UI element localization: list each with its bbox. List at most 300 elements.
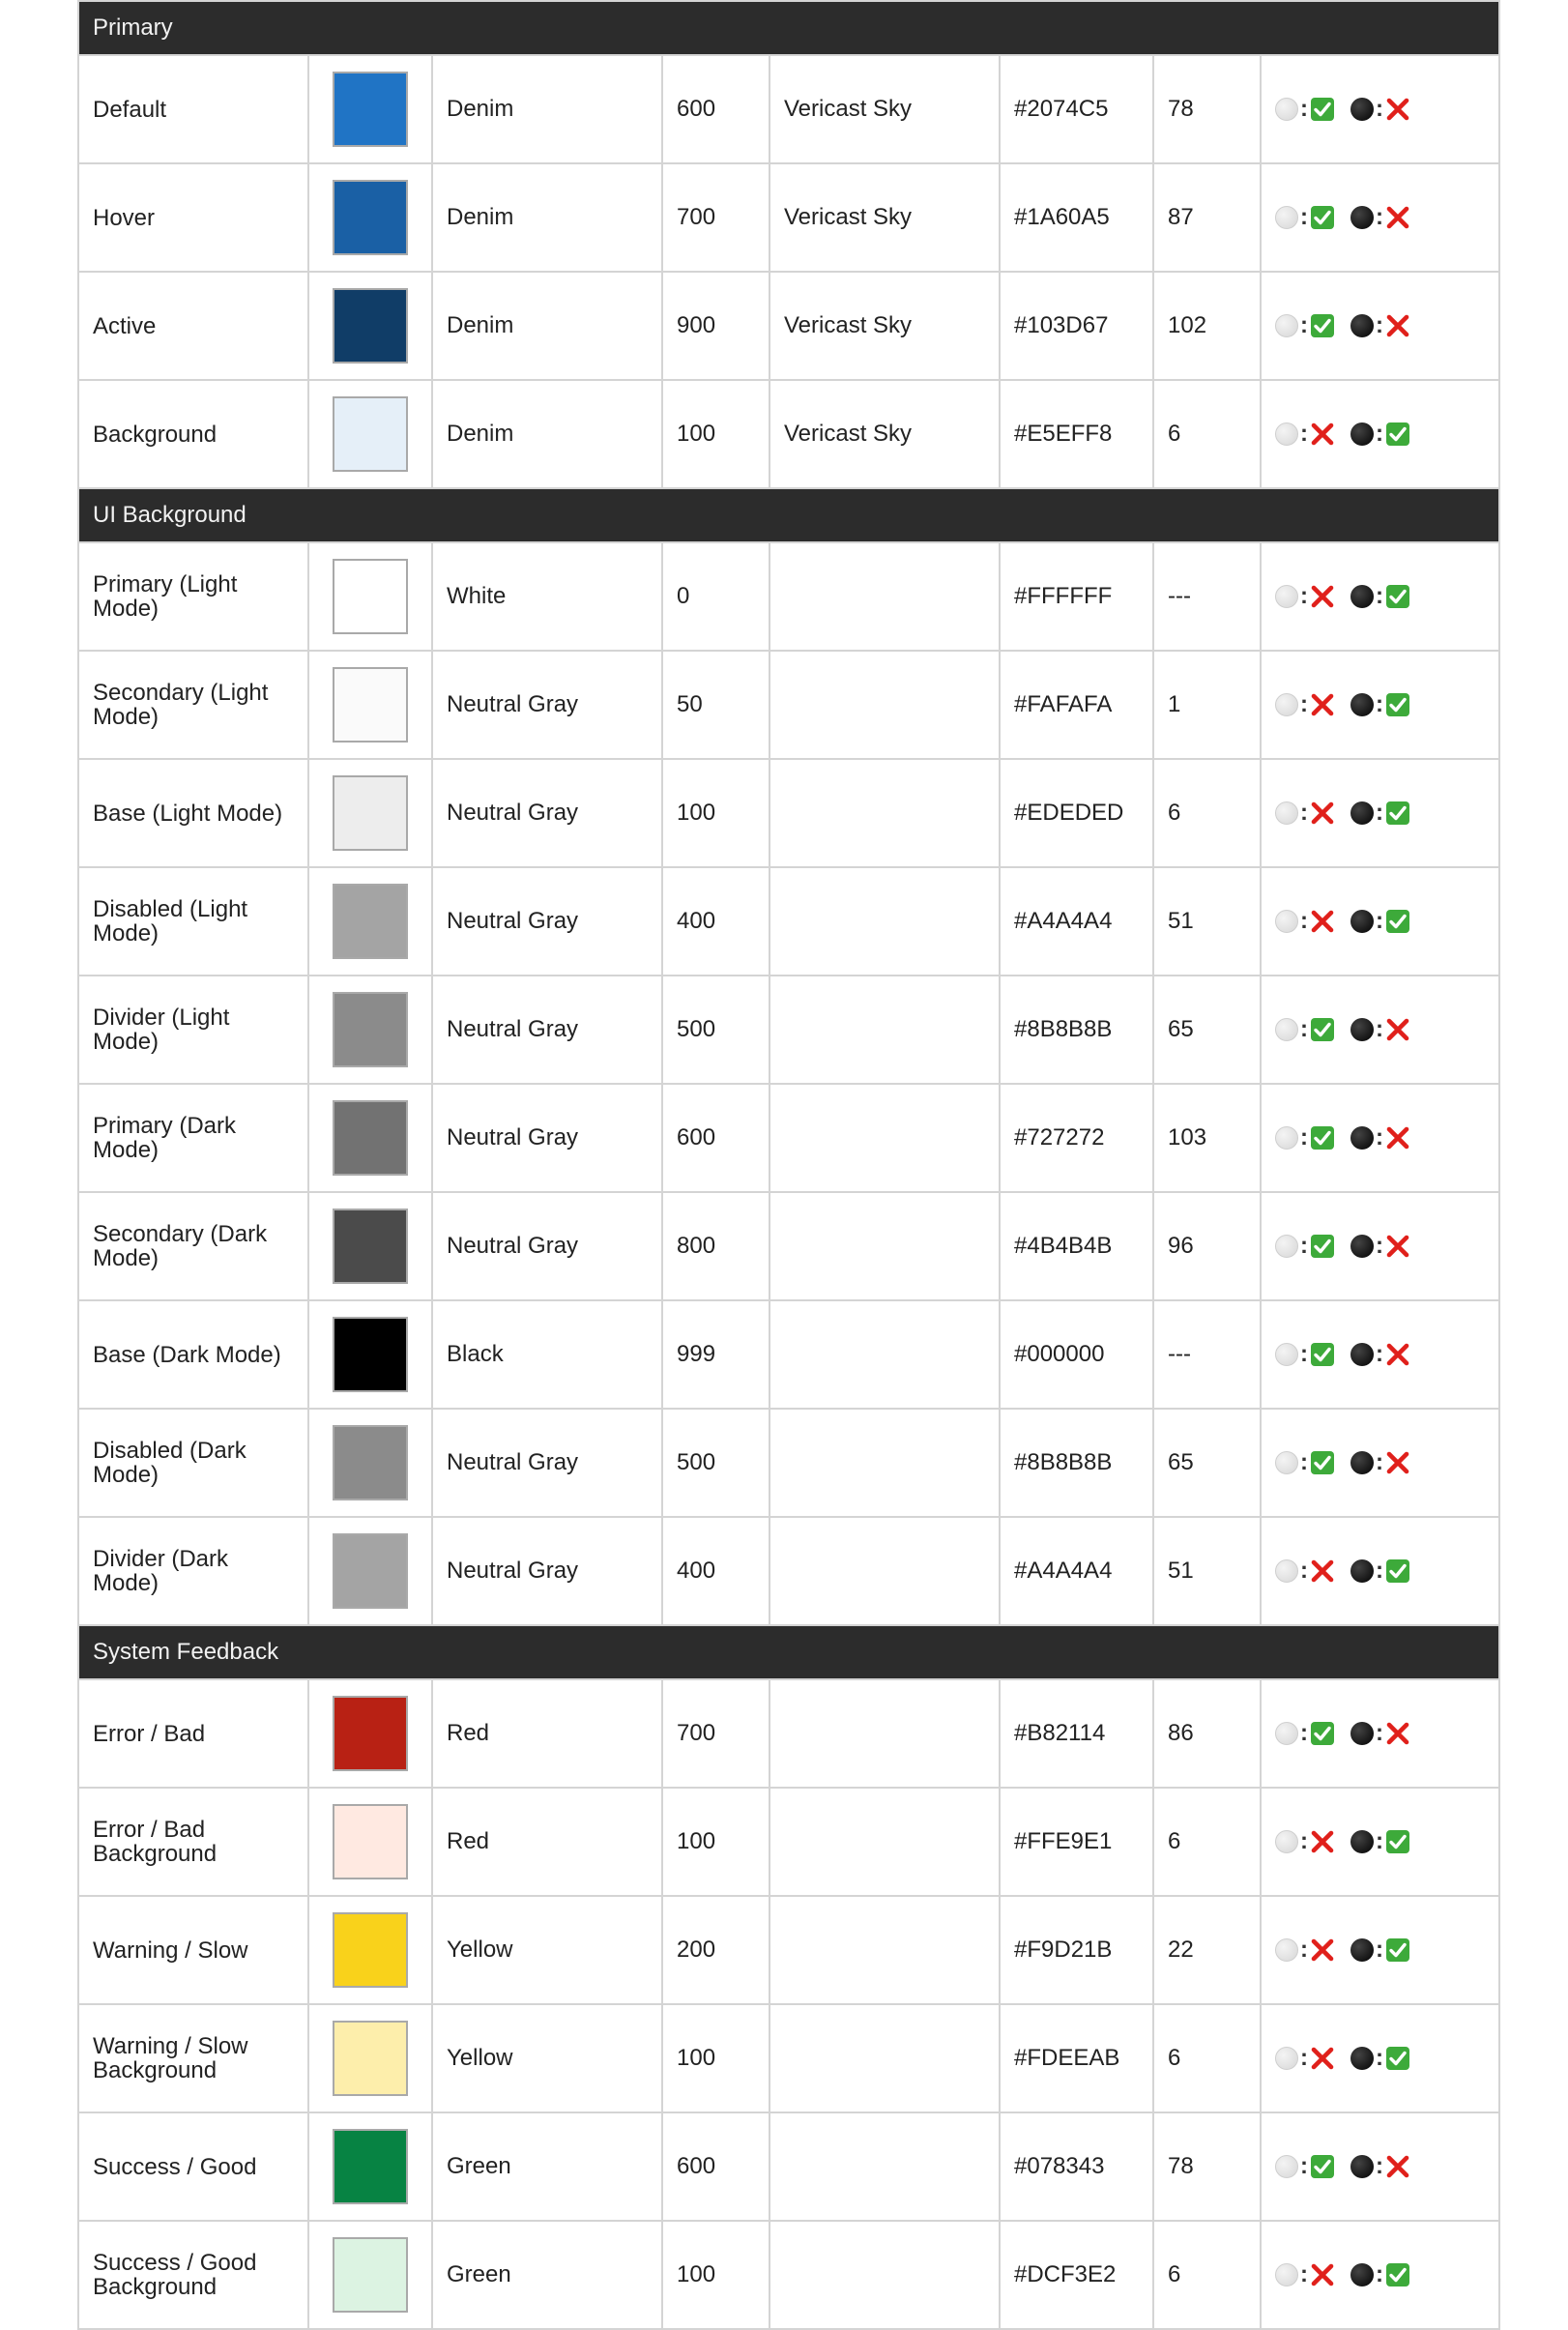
dark-background-circle-icon (1350, 2155, 1374, 2178)
dark-background-circle-icon (1350, 98, 1374, 121)
dark-background-circle-icon (1350, 1126, 1374, 1150)
color-swatch (333, 180, 408, 255)
contrast-check (1261, 1192, 1499, 1300)
color-row (78, 2004, 1499, 2112)
color-row (78, 272, 1499, 380)
usage-label: Success / Good (78, 2112, 308, 2221)
hex-value: #DCF3E2 (1000, 2221, 1153, 2329)
color-family: Black (432, 1300, 662, 1409)
brand-name: Vericast Sky (769, 272, 1000, 380)
colon-separator: : (1376, 2261, 1383, 2288)
contrast-value: 96 (1153, 1192, 1261, 1300)
color-family: Neutral Gray (432, 1409, 662, 1517)
red-x-icon (1385, 2154, 1410, 2179)
light-background-circle-icon (1275, 1559, 1298, 1583)
hex-value: #A4A4A4 (1000, 867, 1153, 976)
light-background-circle-icon (1275, 1722, 1298, 1745)
shade-value: 600 (662, 55, 769, 163)
swatch-cell (308, 2112, 432, 2221)
light-background-circle-icon (1275, 585, 1298, 608)
colon-separator: : (1300, 96, 1308, 123)
contrast-check (1261, 55, 1499, 163)
red-x-icon (1310, 1558, 1335, 1584)
hex-value: #FAFAFA (1000, 651, 1153, 759)
color-row (78, 867, 1499, 976)
color-swatch (333, 1100, 408, 1176)
contrast-value: 6 (1153, 2004, 1261, 2112)
swatch-cell (308, 1409, 432, 1517)
color-row (78, 55, 1499, 163)
colon-separator: : (1300, 1937, 1308, 1964)
contrast-check (1261, 272, 1499, 380)
light-background-circle-icon (1275, 1126, 1298, 1150)
dark-background-circle-icon (1350, 1938, 1374, 1962)
red-x-icon (1310, 1829, 1335, 1854)
light-background-circle-icon (1275, 1018, 1298, 1041)
swatch-cell (308, 651, 432, 759)
contrast-value: 1 (1153, 651, 1261, 759)
green-check-box-icon (1310, 1234, 1335, 1259)
green-check-box-icon (1310, 205, 1335, 230)
light-background-circle-icon (1275, 1451, 1298, 1474)
brand-name (769, 1084, 1000, 1192)
shade-value: 500 (662, 1409, 769, 1517)
contrast-value: --- (1153, 1300, 1261, 1409)
color-family: Neutral Gray (432, 867, 662, 976)
color-swatch (333, 1209, 408, 1284)
section-header-row (78, 1625, 1499, 1679)
brand-name (769, 2004, 1000, 2112)
light-background-circle-icon (1275, 1235, 1298, 1258)
color-swatch (333, 1425, 408, 1500)
color-row (78, 651, 1499, 759)
hex-value: #8B8B8B (1000, 1409, 1153, 1517)
color-family: Yellow (432, 2004, 662, 2112)
colon-separator: : (1376, 2153, 1383, 2180)
contrast-value: --- (1153, 542, 1261, 651)
brand-name (769, 976, 1000, 1084)
green-check-box-icon (1310, 1017, 1335, 1042)
shade-value: 100 (662, 1788, 769, 1896)
dark-background-circle-icon (1350, 1343, 1374, 1366)
light-background-circle-icon (1275, 910, 1298, 933)
color-family: Denim (432, 163, 662, 272)
color-row (78, 1409, 1499, 1517)
dark-background-circle-icon (1350, 585, 1374, 608)
contrast-check (1261, 542, 1499, 651)
hex-value: #FDEEAB (1000, 2004, 1153, 2112)
contrast-value: 65 (1153, 1409, 1261, 1517)
color-row (78, 1896, 1499, 2004)
brand-name: Vericast Sky (769, 380, 1000, 488)
usage-label: Secondary (Light Mode) (78, 651, 308, 759)
green-check-box-icon (1310, 1342, 1335, 1367)
red-x-icon (1385, 1125, 1410, 1150)
color-row (78, 976, 1499, 1084)
red-x-icon (1385, 1234, 1410, 1259)
usage-label: Default (78, 55, 308, 163)
light-background-circle-icon (1275, 1830, 1298, 1853)
swatch-cell (308, 1788, 432, 1896)
swatch-cell (308, 759, 432, 867)
contrast-check (1261, 1084, 1499, 1192)
color-swatch (333, 1804, 408, 1879)
dark-background-circle-icon (1350, 2263, 1374, 2286)
swatch-cell (308, 542, 432, 651)
color-row (78, 1788, 1499, 1896)
color-row (78, 759, 1499, 867)
usage-label: Active (78, 272, 308, 380)
colon-separator: : (1300, 1016, 1308, 1043)
dark-background-circle-icon (1350, 1830, 1374, 1853)
swatch-cell (308, 380, 432, 488)
red-x-icon (1385, 1721, 1410, 1746)
light-background-circle-icon (1275, 422, 1298, 446)
shade-value: 600 (662, 1084, 769, 1192)
colon-separator: : (1300, 800, 1308, 827)
brand-name (769, 759, 1000, 867)
red-x-icon (1310, 2262, 1335, 2287)
colon-separator: : (1300, 583, 1308, 610)
dark-background-circle-icon (1350, 2047, 1374, 2070)
colon-separator: : (1376, 691, 1383, 718)
color-swatch (333, 992, 408, 1067)
color-swatch (333, 2129, 408, 2204)
color-row (78, 2221, 1499, 2329)
brand-name (769, 1192, 1000, 1300)
contrast-check (1261, 163, 1499, 272)
green-check-box-icon (1385, 692, 1410, 717)
colon-separator: : (1376, 96, 1383, 123)
hex-value: #B82114 (1000, 1679, 1153, 1788)
color-family: Denim (432, 55, 662, 163)
green-check-box-icon (1385, 801, 1410, 826)
color-family: Denim (432, 272, 662, 380)
green-check-box-icon (1385, 2262, 1410, 2287)
shade-value: 400 (662, 867, 769, 976)
red-x-icon (1310, 422, 1335, 447)
color-family: White (432, 542, 662, 651)
color-row (78, 1517, 1499, 1625)
red-x-icon (1310, 2046, 1335, 2071)
brand-name (769, 1409, 1000, 1517)
color-swatch (333, 288, 408, 364)
contrast-value: 103 (1153, 1084, 1261, 1192)
usage-label: Warning / Slow Background (78, 2004, 308, 2112)
colon-separator: : (1376, 1016, 1383, 1043)
section-header-row (78, 1, 1499, 55)
green-check-box-icon (1310, 2154, 1335, 2179)
contrast-value: 86 (1153, 1679, 1261, 1788)
color-swatch (333, 72, 408, 147)
color-palette-table (77, 0, 1500, 2330)
color-swatch (333, 1317, 408, 1392)
dark-background-circle-icon (1350, 1559, 1374, 1583)
shade-value: 100 (662, 2004, 769, 2112)
colon-separator: : (1300, 204, 1308, 231)
section-title: System Feedback (78, 1625, 1499, 1679)
colon-separator: : (1300, 2153, 1308, 2180)
shade-value: 200 (662, 1896, 769, 2004)
hex-value: #E5EFF8 (1000, 380, 1153, 488)
contrast-check (1261, 1896, 1499, 2004)
color-row (78, 380, 1499, 488)
dark-background-circle-icon (1350, 314, 1374, 337)
colon-separator: : (1376, 204, 1383, 231)
dark-background-circle-icon (1350, 1018, 1374, 1041)
red-x-icon (1385, 205, 1410, 230)
usage-label: Base (Dark Mode) (78, 1300, 308, 1409)
colon-separator: : (1376, 312, 1383, 339)
red-x-icon (1385, 1017, 1410, 1042)
colon-separator: : (1376, 1937, 1383, 1964)
brand-name (769, 1300, 1000, 1409)
usage-label: Primary (Dark Mode) (78, 1084, 308, 1192)
contrast-check (1261, 1788, 1499, 1896)
dark-background-circle-icon (1350, 801, 1374, 825)
red-x-icon (1310, 584, 1335, 609)
hex-value: #FFFFFF (1000, 542, 1153, 651)
red-x-icon (1310, 692, 1335, 717)
hex-value: #EDEDED (1000, 759, 1153, 867)
color-row (78, 1300, 1499, 1409)
color-family: Green (432, 2221, 662, 2329)
colon-separator: : (1300, 1124, 1308, 1151)
color-swatch (333, 1696, 408, 1771)
light-background-circle-icon (1275, 693, 1298, 716)
hex-value: #000000 (1000, 1300, 1153, 1409)
green-check-box-icon (1310, 97, 1335, 122)
colon-separator: : (1376, 583, 1383, 610)
usage-label: Disabled (Light Mode) (78, 867, 308, 976)
section-title: UI Background (78, 488, 1499, 542)
contrast-value: 78 (1153, 2112, 1261, 2221)
contrast-check (1261, 1300, 1499, 1409)
shade-value: 600 (662, 2112, 769, 2221)
colon-separator: : (1376, 1341, 1383, 1368)
light-background-circle-icon (1275, 2263, 1298, 2286)
swatch-cell (308, 2221, 432, 2329)
hex-value: #8B8B8B (1000, 976, 1153, 1084)
swatch-cell (308, 163, 432, 272)
swatch-cell (308, 1300, 432, 1409)
brand-name: Vericast Sky (769, 163, 1000, 272)
color-row (78, 2112, 1499, 2221)
red-x-icon (1385, 97, 1410, 122)
section-header-row (78, 488, 1499, 542)
green-check-box-icon (1385, 1829, 1410, 1854)
contrast-value: 102 (1153, 272, 1261, 380)
colon-separator: : (1300, 312, 1308, 339)
brand-name (769, 542, 1000, 651)
usage-label: Hover (78, 163, 308, 272)
green-check-box-icon (1385, 422, 1410, 447)
colon-separator: : (1376, 2045, 1383, 2072)
contrast-check (1261, 976, 1499, 1084)
swatch-cell (308, 867, 432, 976)
usage-label: Base (Light Mode) (78, 759, 308, 867)
red-x-icon (1385, 1342, 1410, 1367)
green-check-box-icon (1385, 1558, 1410, 1584)
contrast-value: 6 (1153, 2221, 1261, 2329)
swatch-cell (308, 2004, 432, 2112)
color-family: Red (432, 1788, 662, 1896)
hex-value: #1A60A5 (1000, 163, 1153, 272)
shade-value: 800 (662, 1192, 769, 1300)
color-swatch (333, 1912, 408, 1988)
contrast-value: 87 (1153, 163, 1261, 272)
shade-value: 999 (662, 1300, 769, 1409)
colon-separator: : (1300, 2045, 1308, 2072)
color-family: Green (432, 2112, 662, 2221)
red-x-icon (1310, 801, 1335, 826)
contrast-check (1261, 1679, 1499, 1788)
brand-name (769, 867, 1000, 976)
shade-value: 50 (662, 651, 769, 759)
green-check-box-icon (1310, 1450, 1335, 1475)
brand-name (769, 651, 1000, 759)
colon-separator: : (1300, 421, 1308, 448)
section-title: Primary (78, 1, 1499, 55)
dark-background-circle-icon (1350, 206, 1374, 229)
brand-name (769, 1788, 1000, 1896)
colon-separator: : (1376, 1124, 1383, 1151)
colon-separator: : (1300, 1720, 1308, 1747)
contrast-value: 51 (1153, 1517, 1261, 1625)
usage-label: Success / Good Background (78, 2221, 308, 2329)
light-background-circle-icon (1275, 98, 1298, 121)
usage-label: Secondary (Dark Mode) (78, 1192, 308, 1300)
colon-separator: : (1376, 908, 1383, 935)
contrast-value: 6 (1153, 380, 1261, 488)
light-background-circle-icon (1275, 801, 1298, 825)
brand-name (769, 2112, 1000, 2221)
green-check-box-icon (1310, 1125, 1335, 1150)
shade-value: 0 (662, 542, 769, 651)
hex-value: #727272 (1000, 1084, 1153, 1192)
shade-value: 700 (662, 1679, 769, 1788)
light-background-circle-icon (1275, 314, 1298, 337)
color-swatch (333, 775, 408, 851)
hex-value: #103D67 (1000, 272, 1153, 380)
shade-value: 700 (662, 163, 769, 272)
brand-name: Vericast Sky (769, 55, 1000, 163)
contrast-value: 6 (1153, 1788, 1261, 1896)
color-swatch (333, 2237, 408, 2313)
colon-separator: : (1300, 1341, 1308, 1368)
usage-label: Error / Bad (78, 1679, 308, 1788)
dark-background-circle-icon (1350, 693, 1374, 716)
colon-separator: : (1376, 1828, 1383, 1855)
color-family: Neutral Gray (432, 1084, 662, 1192)
colon-separator: : (1376, 800, 1383, 827)
swatch-cell (308, 1679, 432, 1788)
shade-value: 100 (662, 2221, 769, 2329)
dark-background-circle-icon (1350, 422, 1374, 446)
usage-label: Divider (Dark Mode) (78, 1517, 308, 1625)
color-swatch (333, 1533, 408, 1609)
contrast-check (1261, 651, 1499, 759)
color-family: Denim (432, 380, 662, 488)
green-check-box-icon (1310, 1721, 1335, 1746)
colon-separator: : (1376, 421, 1383, 448)
contrast-value: 65 (1153, 976, 1261, 1084)
color-row (78, 542, 1499, 651)
swatch-cell (308, 1896, 432, 2004)
brand-name (769, 1517, 1000, 1625)
colon-separator: : (1376, 1233, 1383, 1260)
green-check-box-icon (1385, 1937, 1410, 1963)
color-family: Neutral Gray (432, 759, 662, 867)
brand-name (769, 1679, 1000, 1788)
brand-name (769, 1896, 1000, 2004)
red-x-icon (1310, 1937, 1335, 1963)
color-family: Neutral Gray (432, 1517, 662, 1625)
colon-separator: : (1300, 1449, 1308, 1476)
hex-value: #4B4B4B (1000, 1192, 1153, 1300)
color-row (78, 1679, 1499, 1788)
brand-name (769, 2221, 1000, 2329)
green-check-box-icon (1385, 909, 1410, 934)
color-row (78, 1084, 1499, 1192)
shade-value: 400 (662, 1517, 769, 1625)
light-background-circle-icon (1275, 1343, 1298, 1366)
colon-separator: : (1300, 2261, 1308, 2288)
colon-separator: : (1300, 1558, 1308, 1585)
swatch-cell (308, 55, 432, 163)
contrast-value: 6 (1153, 759, 1261, 867)
color-swatch (333, 2021, 408, 2096)
contrast-check (1261, 2004, 1499, 2112)
shade-value: 500 (662, 976, 769, 1084)
colon-separator: : (1376, 1720, 1383, 1747)
colon-separator: : (1300, 691, 1308, 718)
red-x-icon (1385, 313, 1410, 338)
green-check-box-icon (1385, 2046, 1410, 2071)
green-check-box-icon (1310, 313, 1335, 338)
dark-background-circle-icon (1350, 1451, 1374, 1474)
swatch-cell (308, 1192, 432, 1300)
dark-background-circle-icon (1350, 1235, 1374, 1258)
hex-value: #FFE9E1 (1000, 1788, 1153, 1896)
color-swatch (333, 884, 408, 959)
contrast-check (1261, 867, 1499, 976)
usage-label: Primary (Light Mode) (78, 542, 308, 651)
color-swatch (333, 559, 408, 634)
usage-label: Disabled (Dark Mode) (78, 1409, 308, 1517)
contrast-check (1261, 1517, 1499, 1625)
light-background-circle-icon (1275, 2155, 1298, 2178)
contrast-value: 22 (1153, 1896, 1261, 2004)
light-background-circle-icon (1275, 2047, 1298, 2070)
usage-label: Background (78, 380, 308, 488)
color-family: Neutral Gray (432, 1192, 662, 1300)
color-family: Neutral Gray (432, 976, 662, 1084)
usage-label: Warning / Slow (78, 1896, 308, 2004)
swatch-cell (308, 976, 432, 1084)
swatch-cell (308, 1084, 432, 1192)
color-row (78, 1192, 1499, 1300)
hex-value: #2074C5 (1000, 55, 1153, 163)
color-family: Red (432, 1679, 662, 1788)
shade-value: 100 (662, 759, 769, 867)
swatch-cell (308, 1517, 432, 1625)
color-swatch (333, 667, 408, 743)
shade-value: 900 (662, 272, 769, 380)
contrast-check (1261, 380, 1499, 488)
light-background-circle-icon (1275, 1938, 1298, 1962)
color-row (78, 163, 1499, 272)
